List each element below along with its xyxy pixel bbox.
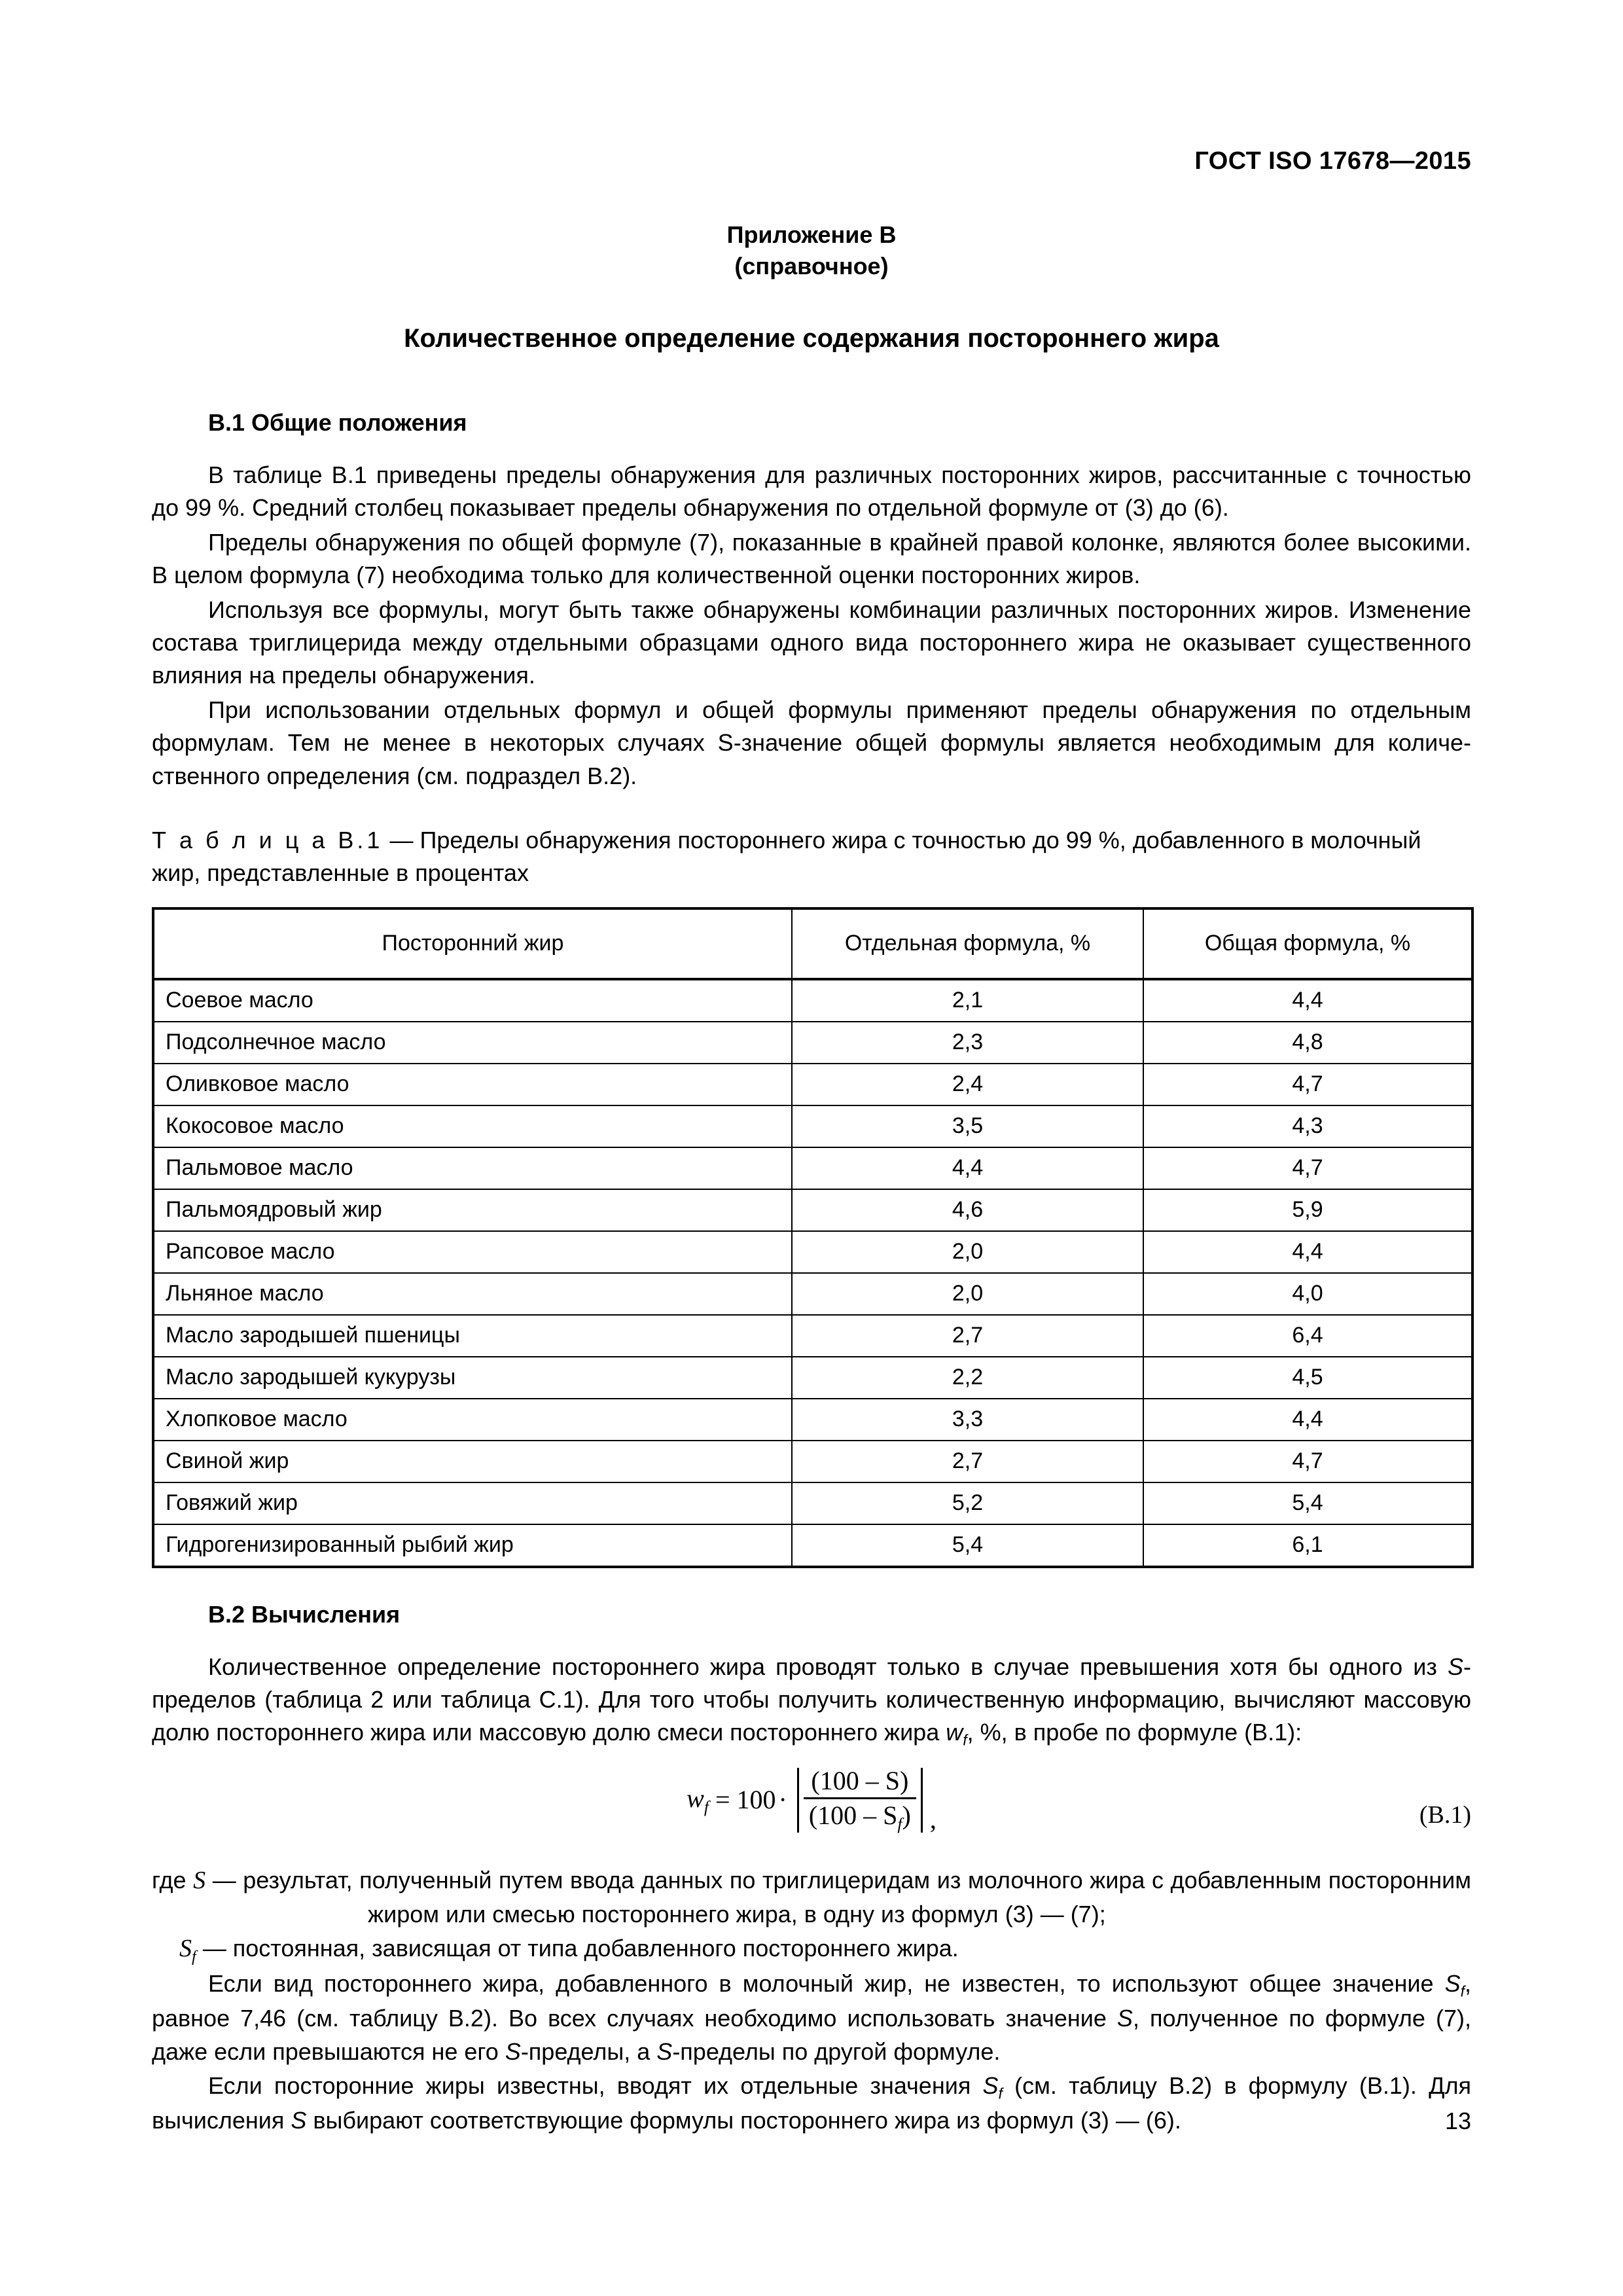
- where-dash: —: [196, 1934, 233, 1962]
- table-row: [153, 1524, 1472, 1567]
- cell-separate-value: 5,2: [792, 1482, 1143, 1524]
- cell-separate-value: 5,4: [792, 1524, 1143, 1567]
- annex-heading: [152, 219, 1471, 281]
- paragraph: Пределы обнаружения по общей формуле (7), показанные в крайней правой колонке, являются более высокими. В целом формула (7) необходима только для количественной оценки посторонних жиров.: [152, 528, 1471, 589]
- cell-separate-value: 4,4: [792, 1147, 1143, 1189]
- cell-separate-value: 2,4: [792, 1064, 1143, 1105]
- table-row: [153, 1357, 1472, 1399]
- paragraph: [152, 1967, 1471, 2068]
- table-row: [153, 1189, 1472, 1231]
- table-row: [153, 1399, 1472, 1441]
- symbol-sf: $S_f$: [1444, 1970, 1465, 2000]
- where-block: [152, 1863, 1471, 1967]
- cell-fat-name: Свиной жир: [153, 1441, 792, 1482]
- page-number: 13: [1444, 2108, 1471, 2134]
- formula-number: (B.1): [1419, 1801, 1471, 1829]
- where-item: [152, 1931, 1471, 1968]
- column-header-general-formula: Общая формула, %: [1143, 908, 1472, 979]
- paragraph: В таблице B.1 приведены пределы обнаружения для различных посторонних жиров, рассчитанные с точностью до 99 %. Средний столбец показывает пределы обнаружения по отдельной формуле от (3) до (6).: [152, 461, 1471, 522]
- cell-fat-name: Пальмовое масло: [153, 1147, 792, 1189]
- text-run: Если вид постороннего жира, добавленного в молочный жир, не известен, то используют общее значение: [208, 1970, 1445, 1998]
- cell-fat-name: Масло зародышей кукурузы: [153, 1357, 792, 1399]
- formula-b1: [687, 1768, 936, 1833]
- cell-fat-name: Масло зародышей пшеницы: [153, 1315, 792, 1357]
- cell-separate-value: 2,0: [792, 1231, 1143, 1273]
- cell-separate-value: 2,2: [792, 1357, 1143, 1399]
- paragraph: [152, 2070, 1471, 2137]
- table-caption-label: Т а б л и ц а B.1: [152, 826, 383, 853]
- abs-bar-right: [921, 1768, 923, 1833]
- table-row: [153, 1441, 1472, 1482]
- cell-general-value: 4,4: [1143, 979, 1472, 1022]
- symbol-s: S: [1447, 1653, 1463, 1680]
- where-item: [152, 1863, 1471, 1931]
- page-content: [152, 409, 1471, 2137]
- cell-general-value: 4,8: [1143, 1022, 1472, 1064]
- text-run: Если посторонние жиры известны, вводят их отдельные значения: [208, 2072, 983, 2099]
- where-definition: постоянная, зависящая от типа добавленного постороннего жира.: [232, 1934, 959, 1962]
- detection-limits-table: [152, 907, 1474, 1568]
- formula-factor: 100: [736, 1785, 776, 1815]
- symbol-s: S: [656, 2037, 673, 2065]
- table-header-row: [153, 908, 1472, 979]
- cell-general-value: 4,5: [1143, 1357, 1472, 1399]
- running-header: ГОСТ ISO 17678—2015: [1194, 147, 1471, 175]
- formula-trailing-comma: ,: [929, 1804, 936, 1834]
- annex-kind: (справочное): [734, 252, 889, 279]
- cell-general-value: 5,9: [1143, 1189, 1472, 1231]
- cell-fat-name: Оливковое масло: [153, 1064, 792, 1105]
- formula-equals: =: [715, 1785, 730, 1815]
- cell-general-value: 4,7: [1143, 1064, 1472, 1105]
- cell-fat-name: Гидрогенизированный рыбий жир: [153, 1524, 792, 1567]
- table-caption: [152, 824, 1471, 890]
- table-row: [153, 1273, 1472, 1315]
- symbol-sf: $S_f$: [179, 1934, 196, 1965]
- cell-fat-name: Подсолнечное масло: [153, 1022, 792, 1064]
- column-header-separate-formula: Отдельная формула, %: [792, 908, 1143, 979]
- symbol-s: S: [291, 2106, 307, 2134]
- cell-general-value: 4,0: [1143, 1273, 1472, 1315]
- where-dash: —: [205, 1867, 243, 1894]
- annex-label: Приложение B: [726, 221, 897, 248]
- cell-separate-value: 2,1: [792, 979, 1143, 1022]
- table-row: [153, 1064, 1472, 1105]
- table-caption-dash: —: [383, 826, 420, 853]
- cell-general-value: 4,7: [1143, 1147, 1472, 1189]
- symbol-s: S: [193, 1867, 206, 1895]
- cell-fat-name: Кокосовое масло: [153, 1105, 792, 1147]
- text-run: , %, в пробе по формуле (B.1):: [967, 1719, 1302, 1746]
- where-intro: где: [152, 1867, 194, 1894]
- table-row: [153, 1022, 1472, 1064]
- cell-general-value: 6,1: [1143, 1524, 1472, 1567]
- formula-dot: ·: [778, 1785, 787, 1815]
- where-definition: результат, полученный путем ввода данных по триглицеридам из молочного жира с добавленным посторонним жиром или смесью постороннего жира, в одну из формул (3) — (7);: [243, 1867, 1471, 1928]
- text-run: -пределы, а: [520, 2037, 657, 2065]
- symbol-s: S: [505, 2037, 521, 2065]
- text-run: , равное 7,46 (см. таблицу B.2). Во всех случаях необходимо использовать значение: [152, 1970, 1471, 2032]
- abs-bar-left: [797, 1768, 799, 1833]
- section-b2-heading: B.2 Вычисления: [208, 1600, 401, 1628]
- paragraph: При использовании отдельных формул и общей формулы применяют пределы обнаружения по отдельным формулам. Тем не менее в некоторых случаях S-значение общей формулы является необходимым для количественного определения (см. подраздел B.2).: [152, 696, 1471, 789]
- cell-separate-value: 2,7: [792, 1441, 1143, 1482]
- cell-separate-value: 2,7: [792, 1315, 1143, 1357]
- formula-lhs: $w_f$: [687, 1783, 709, 1816]
- symbol-wf: $w_f$: [946, 1719, 967, 1749]
- fraction-denominator: $(100 - S_f)$: [808, 1801, 911, 1834]
- table-row: [153, 1482, 1472, 1524]
- column-header-foreign-fat: Посторонний жир: [153, 908, 792, 979]
- cell-general-value: 4,4: [1143, 1399, 1472, 1441]
- cell-general-value: 4,7: [1143, 1441, 1472, 1482]
- text-run: -пределы по другой формуле.: [672, 2037, 1001, 2065]
- cell-separate-value: 2,0: [792, 1273, 1143, 1315]
- symbol-sf: $S_f$: [982, 2072, 1003, 2102]
- text-run: -пределов (таблица 2 или таблица C.1). Для того чтобы получить количественную информацию, вычисляют массовую долю постороннего жира или массовую долю смеси постороннего жира: [152, 1653, 1471, 1746]
- cell-fat-name: Соевое масло: [153, 979, 792, 1022]
- cell-separate-value: 3,3: [792, 1399, 1143, 1441]
- table-row: [153, 1231, 1472, 1273]
- cell-fat-name: Пальмоядровый жир: [153, 1189, 792, 1231]
- text-run: Количественное определение постороннего жира проводят только в случае превышения хотя бы одного из: [208, 1653, 1448, 1680]
- cell-fat-name: Рапсовое масло: [153, 1231, 792, 1273]
- cell-fat-name: Говяжий жир: [153, 1482, 792, 1524]
- cell-general-value: 4,3: [1143, 1105, 1472, 1147]
- section-b1-heading: B.1 Общие положения: [208, 409, 467, 436]
- formula-absolute-value: [793, 1768, 927, 1833]
- cell-fat-name: Льняное масло: [153, 1273, 792, 1315]
- cell-general-value: 5,4: [1143, 1482, 1472, 1524]
- paragraph: [152, 1651, 1471, 1751]
- formula-b1-row: [152, 1768, 1471, 1852]
- table-row: [153, 1147, 1472, 1189]
- text-run: (см. таблицу B.2) в формулу (B.1). Для вычисления: [152, 2072, 1472, 2134]
- text-run: , полученное по формуле (7), даже если превышаются не его: [152, 2005, 1472, 2065]
- table-caption-text: Пределы обнаружения постороннего жира с точностью до 99 %, добавленного в молочный жир, представленные в процентах: [152, 826, 1421, 887]
- cell-separate-value: 4,6: [792, 1189, 1143, 1231]
- formula-fraction: [804, 1768, 916, 1833]
- cell-fat-name: Хлопковое масло: [153, 1399, 792, 1441]
- table-row: [153, 979, 1472, 1022]
- cell-general-value: 6,4: [1143, 1315, 1472, 1357]
- formula-b1-center: [152, 1768, 1471, 1833]
- table-row: [153, 1315, 1472, 1357]
- table-row: [153, 1105, 1472, 1147]
- fraction-numerator: (100 – S): [811, 1766, 909, 1796]
- cell-general-value: 4,4: [1143, 1231, 1472, 1273]
- symbol-s: S: [1116, 2005, 1133, 2032]
- cell-separate-value: 2,3: [792, 1022, 1143, 1064]
- paragraph: Используя все формулы, могут быть также обнаружены комбинации различных посторонних жиров. Изменение состава триглицерида между отдельными образцами одного вида постороннего жира не оказывает существенного влияния на пределы обнаружения.: [152, 596, 1471, 689]
- cell-separate-value: 3,5: [792, 1105, 1143, 1147]
- text-run: выбирают соответствующие формулы постороннего жира из формул (3) — (6).: [306, 2106, 1181, 2134]
- annex-title: Количественное определение содержания постороннего жира: [404, 324, 1219, 353]
